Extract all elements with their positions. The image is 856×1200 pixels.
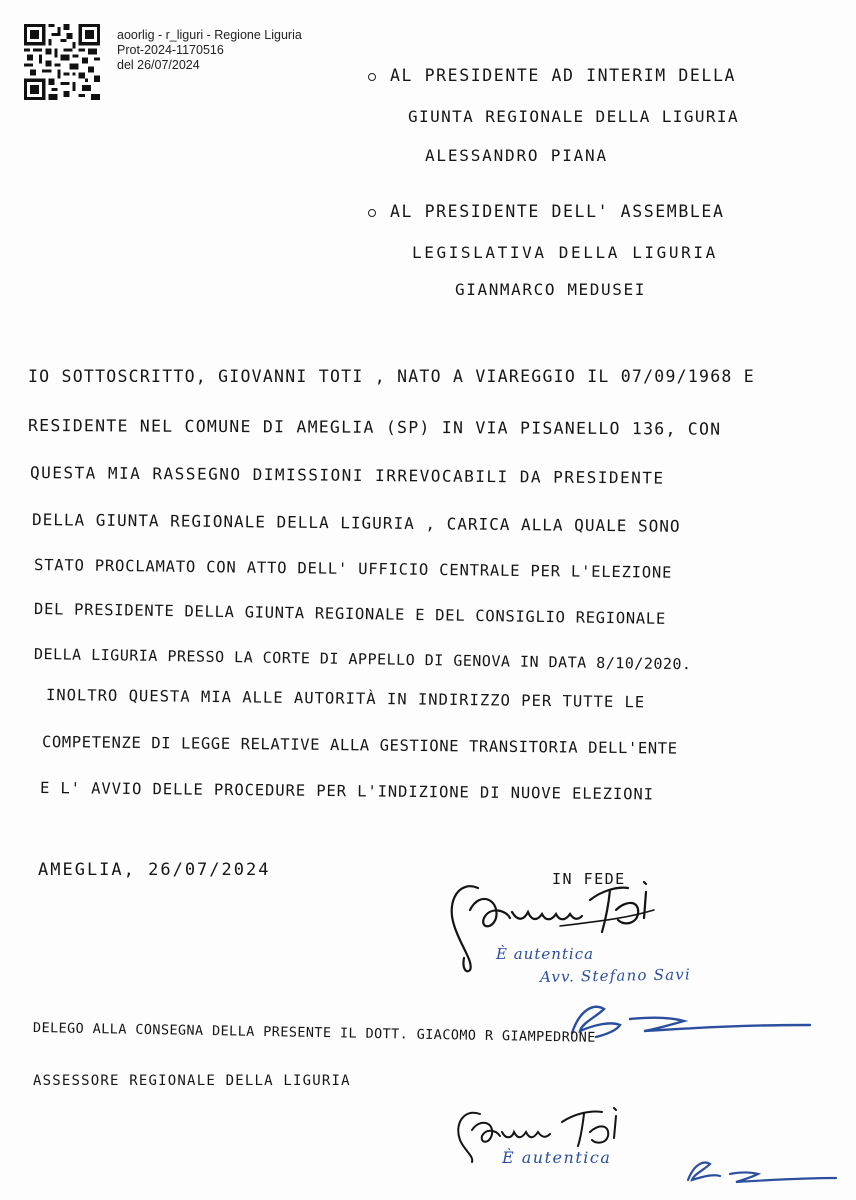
body-line-7: DELLA LIGURIA PRESSO LA CORTE DI APPELLO DI GENOVA IN DATA 8/10/2020. (33, 645, 692, 674)
body-line-2: RESIDENTE NEL COMUNE DI AMEGLIA (SP) IN VIA PISANELLO 136, CON (27, 416, 722, 439)
bullet-icon (368, 209, 376, 217)
authentication-note-2: È autentica (502, 1148, 612, 1167)
signature-lawyer-2 (680, 1150, 840, 1190)
delegation-line-1: DELEGO ALLA CONSEGNA DELLA PRESENTE IL DOTT. GIACOMO R GIAMPEDRONE (32, 1020, 596, 1046)
stamp-office: aoorlig - r_liguri - Regione Liguria (117, 28, 302, 42)
authentication-note-1: È autentica (496, 945, 595, 963)
recipient-1-line-1 (368, 66, 736, 85)
place-date: AMEGLIA, 26/07/2024 (38, 860, 271, 880)
signature-name-text: Giovanni Toti (440, 870, 447, 871)
delegation-line-2: ASSESSORE REGIONALE DELLA LIGURIA (33, 1073, 351, 1089)
body-line-10: E L' AVVIO DELLE PROCEDURE PER L'INDIZIONE DI NUOVE ELEZIONI (39, 779, 654, 804)
recipient-2-title: AL PRESIDENTE DELL' ASSEMBLEA (390, 202, 725, 221)
body-line-5: STATO PROCLAMATO CON ATTO DELL' UFFICIO CENTRALE PER L'ELEZIONE (33, 556, 673, 582)
body-line-3: QUESTA MIA RASSEGNO DIMISSIONI IRREVOCABILI DA PRESIDENTE (29, 463, 665, 488)
signature-lawyer (560, 995, 820, 1045)
body-line-1: IO SOTTOSCRITTO, GIOVANNI TOTI , NATO A VIAREGGIO IL 07/09/1968 E (28, 367, 755, 386)
body-line-8: INOLTRO QUESTA MIA ALLE AUTORITÀ IN INDIRIZZO PER TUTTE LE (45, 686, 646, 712)
in-fede: IN FEDE (552, 870, 626, 888)
authentication-lawyer: Avv. Stefano Savi (539, 965, 692, 986)
protocol-stamp (10, 8, 310, 98)
body-line-6: DEL PRESIDENTE DELLA GIUNTA REGIONALE E DEL CONSIGLIO REGIONALE (33, 600, 667, 628)
recipient-2-name: GIANMARCO MEDUSEI (455, 280, 646, 299)
stamp-date: del 26/07/2024 (117, 58, 200, 72)
recipient-1-title: AL PRESIDENTE AD INTERIM DELLA (390, 66, 737, 85)
signature-giovanni-toti (440, 870, 690, 980)
body-line-9: COMPETENZE DI LEGGE RELATIVE ALLA GESTIONE TRANSITORIA DELL'ENTE (41, 733, 678, 758)
body-line-4: DELLA GIUNTA REGIONALE DELLA LIGURIA , CARICA ALLA QUALE SONO (31, 510, 681, 536)
recipient-2-line-2: LEGISLATIVA DELLA LIGURIA (412, 243, 718, 262)
qr-code-icon (24, 24, 100, 100)
recipient-1-name: ALESSANDRO PIANA (425, 146, 608, 165)
protocol-stamp-text (117, 28, 302, 73)
stamp-protocol-number: Prot-2024-1170516 (117, 43, 224, 57)
recipient-1-line-2: GIUNTA REGIONALE DELLA LIGURIA (408, 107, 739, 126)
recipient-2-line-1 (368, 202, 724, 221)
bullet-icon (368, 73, 376, 81)
